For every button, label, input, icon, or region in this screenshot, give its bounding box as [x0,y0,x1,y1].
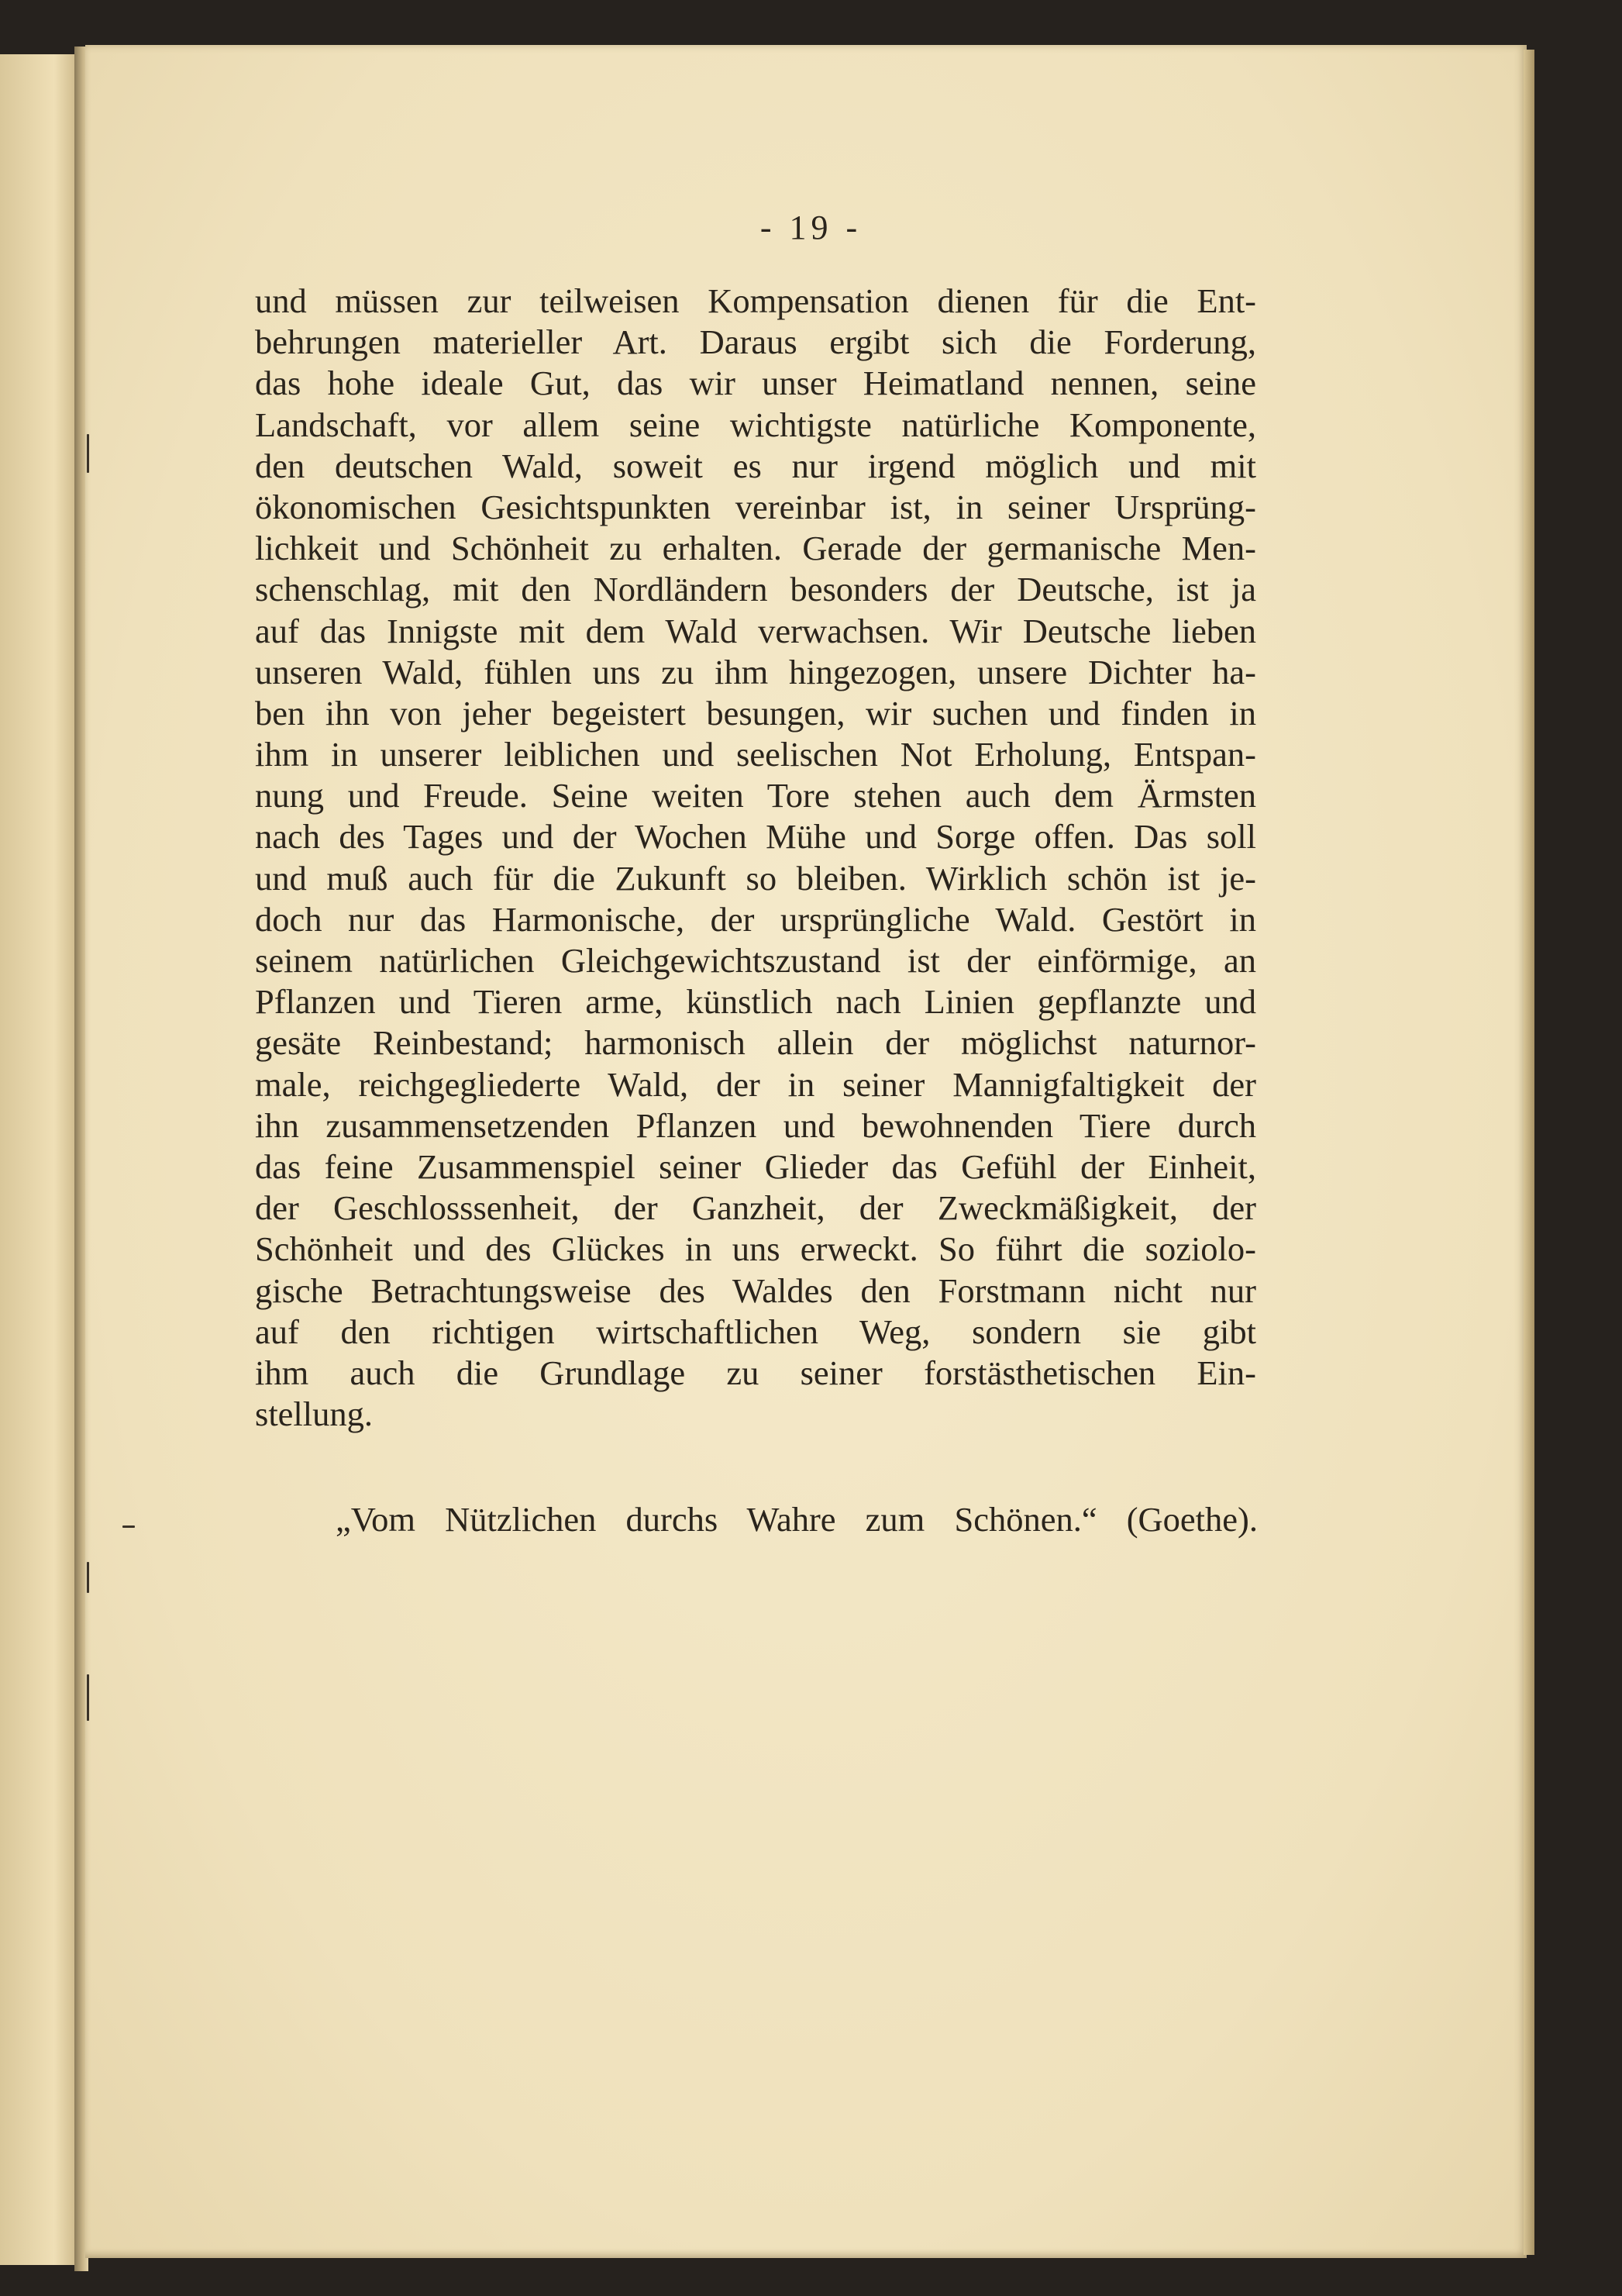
text-line: schenschlag, mit den Nordländern besonders der Deutsche, ist ja [255,570,1256,609]
text-line: Landschaft, vor allem seine wichtigste natürliche Komponente, [255,405,1256,444]
body-text [255,281,1256,1435]
text-line: unseren Wald, fühlen uns zu ihm hingezogen, unsere Dichter ha- [255,652,1256,691]
previous-page-edge [0,54,77,2265]
paper-speck [87,434,89,473]
text-line: das feine Zusammenspiel seiner Glieder das Gefühl der Einheit, [255,1146,1256,1186]
text-line: auf den richtigen wirtschaftlichen Weg, sondern sie gibt [255,1312,1256,1351]
text-line: ben ihn von jeher begeistert besungen, wir suchen und finden in [255,693,1256,733]
text-line: ihn zusammensetzenden Pflanzen und bewohnenden Tiere durch [255,1105,1256,1145]
text-line: der Geschlosssenheit, der Ganzheit, der Zweckmäßigkeit, der [255,1188,1256,1228]
text-line: gische Betrachtungsweise des Waldes den Forstmann nicht nur [255,1270,1256,1310]
text-line: behrungen materieller Art. Daraus ergibt sich die Forderung, [255,322,1256,362]
page-right-edge [1524,50,1534,2255]
text-line: male, reichgegliederte Wald, der in seiner Mannigfaltigkeit der [255,1064,1256,1104]
text-line: ökonomischen Gesichtspunkten vereinbar ist, in seiner Ursprüng- [255,487,1256,526]
paper-speck [87,1562,89,1593]
text-line: auf das Innigste mit dem Wald verwachsen. Wir Deutsche lieben [255,611,1256,650]
goethe-quote: „Vom Nützlichen durchs Wahre zum Schönen.“ (Goethe). [336,1500,1258,1539]
page-number: - 19 - [759,209,863,246]
text-line: seinem natürlichen Gleichgewichtszustand ist der einförmige, an [255,941,1256,980]
text-line: den deutschen Wald, soweit es nur irgend möglich und mit [255,446,1256,485]
text-line: lichkeit und Schönheit zu erhalten. Gerade der germanische Men- [255,529,1256,568]
text-line: stellung. [255,1394,374,1434]
text-line: und müssen zur teilweisen Kompensation dienen für die Ent- [255,281,1256,320]
text-line: nung und Freude. Seine weiten Tore stehen auch dem Ärmsten [255,776,1256,815]
paper-speck [87,1674,89,1721]
text-line: Schönheit und des Glückes in uns erweckt. So führt die soziolo- [255,1229,1256,1269]
text-line: das hohe ideale Gut, das wir unser Heimatland nennen, seine [255,364,1256,403]
text-line: nach des Tages und der Wochen Mühe und Sorge offen. Das soll [255,817,1256,857]
paper-speck [122,1525,135,1528]
text-line: ihm auch die Grundlage zu seiner forstästhetischen Ein- [255,1353,1256,1392]
text-line: gesäte Reinbestand; harmonisch allein der möglichst naturnor- [255,1023,1256,1063]
text-line: ihm in unserer leiblichen und seelischen Not Erholung, Entspan- [255,735,1256,774]
text-line: und muß auch für die Zukunft so bleiben. Wirklich schön ist je- [255,858,1256,898]
text-line: doch nur das Harmonische, der ursprüngliche Wald. Gestört in [255,899,1256,939]
text-line: Pflanzen und Tieren arme, künstlich nach Linien gepflanzte und [255,982,1256,1022]
